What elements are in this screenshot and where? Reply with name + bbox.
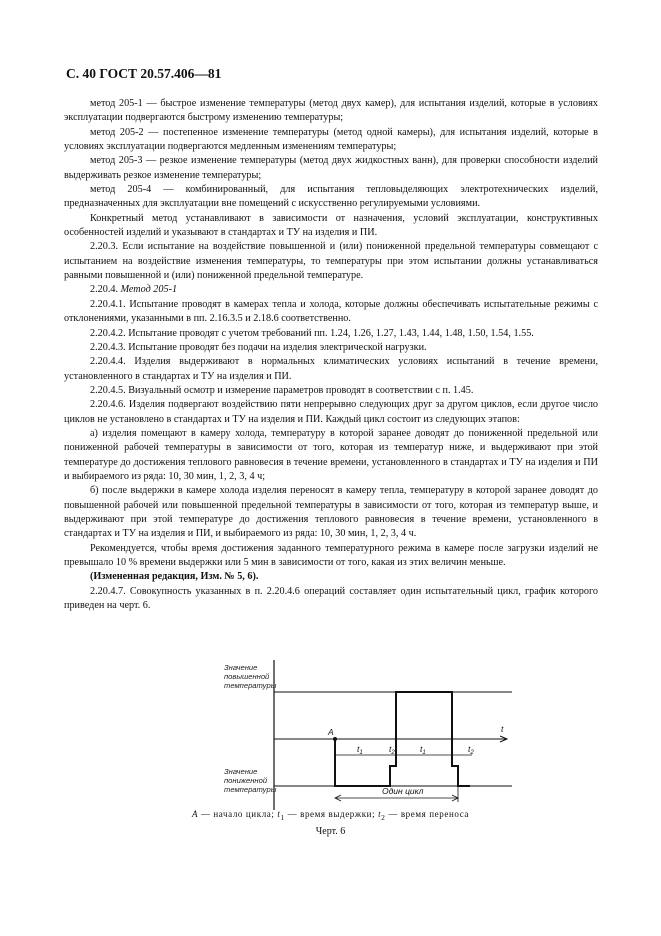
paragraph: 2.20.4.7. Совокупность указанных в п. 2.20.4.6 операций составляет один испытательный цикл, график которого приведен на черт. 6. (64, 585, 598, 612)
cycle-start-label: A (328, 727, 334, 737)
paragraph: 2.20.4.6. Изделия подвергают воздействию пяти непрерывно следующих друг за другом циклов, если другое число циклов не установлено в стандартах и ТУ на изделия и ПИ. Каждый цикл состоит из следующих этапов: (64, 399, 598, 425)
paragraph: метод 205-1 — быстрое изменение температуры (метод двух камер), для испытания изделий, которые в условиях эксплуатации подвергаются быстрому изменению температуры; (64, 98, 598, 124)
low-temp-label-line3: температуры (224, 785, 277, 794)
t1-label: $t_1$ (357, 744, 363, 756)
paragraph: 2.20.4.4. Изделия выдерживают в нормальных климатических условиях испытаний в течение времени, установленного в стандартах и ТУ на изделия и ПИ. (64, 356, 598, 382)
method-heading (64, 283, 598, 297)
method-heading-number: 2.20.4. (90, 284, 119, 296)
low-temp-label-line1: Значение (224, 767, 258, 776)
figure-caption: А — начало цикла; $t_1$ — время выдержки; $t_2$ — время переноса (191, 809, 470, 822)
paragraph: а) изделия помещают в камеру холода, температуру в которой заранее доводят до пониженной предельной или пониженной рабочей температуры в зависимости от того, которая из температур ниже, и выдерживают при этой температуре до достижения теплового равновесия в течение времени, установленного в стандартах и ТУ на изделия и ПИ и выбираемого из ряда: 10, 30 мин, 1, 2, 3, 4 ч; (64, 427, 598, 482)
paragraph: 2.20.3. Если испытание на воздействие повышенной и (или) пониженной предельной температуры совмещают с испытанием на воздействие изменения температуры, то температуры при этом испытании должны устанавливаться равными повышенной и (или) пониженной предельной температуре. (64, 241, 598, 282)
t1-label-2: $t_1$ (420, 744, 426, 756)
paragraph: 2.20.4.5. Визуальный осмотр и измерение параметров проводят в соответствии с п. 1.45. (90, 384, 474, 396)
time-axis-label: t (501, 724, 504, 734)
page-header: С. 40 ГОСТ 20.57.406—81 (66, 66, 222, 81)
paragraph: 2.20.4.1. Испытание проводят в камерах тепла и холода, которые должны обеспечивать испытательные режимы с отклонениями, указанными в пп. 2.16.3.5 и 2.18.6 соответственно. (64, 298, 598, 325)
paragraph: 2.20.4.3. Испытание проводят без подачи на изделия электрической нагрузки. (90, 341, 427, 353)
t2-label-2: $t_2$ (468, 744, 474, 756)
paragraph: метод 205-3 — резкое изменение температуры (метод двух жидкостных ванн), для проверки способности изделий выдерживать резкое изменение температуры; (64, 155, 598, 181)
amendment-note: (Измененная редакция, Изм. № 5, 6). (90, 571, 259, 583)
paragraph: 2.20.4.2. Испытание проводят с учетом требований пп. 1.24, 1.26, 1.27, 1.43, 1.44, 1.48, 1.50, 1.54, 1.55. (90, 327, 534, 339)
body-text (64, 97, 598, 613)
cycle-diagram-svg (222, 660, 512, 810)
cycle-start-point (333, 737, 337, 741)
paragraph: метод 205-2 — постепенное изменение температуры (метод одной камеры), для испытания изделий, которые в условиях эксплуатации подвергаются медленным изменениям температуры; (64, 126, 598, 153)
figure-number: Черт. 6 (315, 826, 346, 837)
high-temp-label-line2: повышенной (224, 672, 270, 681)
t2-label: $t_2$ (389, 744, 395, 756)
cycle-diagram (222, 660, 512, 810)
high-temp-label-line3: температуры (224, 681, 277, 690)
paragraph: Рекомендуется, чтобы время достижения заданного температурного режима в камере после загрузки изделий не превышало 10 % времени выдержки или 5 мин в зависимости от того, какая из этих величин меньше. (64, 542, 598, 568)
low-temp-label-line2: пониженной (224, 776, 268, 785)
cycle-label: Один цикл (382, 786, 424, 796)
paragraph: метод 205-4 — комбинированный, для испытания тепловыделяющих электротехнических изделий, предназначенных для эксплуатации вне помещений с искусственно регулируемыми условиями. (64, 184, 598, 210)
paragraph: Конкретный метод устанавливают в зависимости от назначения, условий эксплуатации, конструктивных особенностей изделий и указывают в стандартах и ТУ на изделия и ПИ. (64, 212, 598, 239)
high-temp-label-line1: Значение (224, 663, 258, 672)
paragraph: б) после выдержки в камере холода изделия переносят в камеру тепла, температуру в которой заранее доводят до повышенной рабочей или повышенной предельной температуры в зависимости от того, которая из температур выше, и выдерживают при этой температуре до достижения теплового равновесия в течение времени, установленного в стандартах и ТУ на изделия и ПИ, и выбираемого из ряда: 10, 30 мин, 1, 2, 3, 4 ч. (64, 485, 598, 540)
method-heading-title: Метод 205-1 (120, 284, 178, 296)
